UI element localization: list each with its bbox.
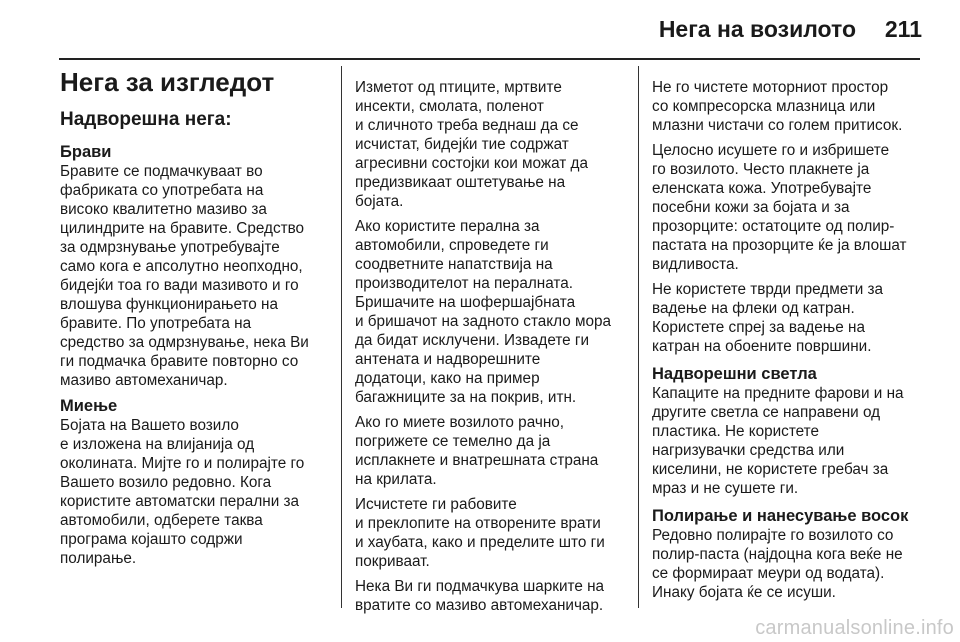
section-title-washing: Миење: [60, 397, 118, 415]
paragraph: Ако го миете возилото рачно, погрижете се темелно да ја исплакнете и внатрешната страна на крилата.: [355, 414, 599, 488]
paragraph: Нека Ви ги подмачкува шарките на вратите со мазиво автомеханичар.: [355, 578, 605, 614]
page-header: [0, 0, 960, 60]
column-2: [355, 78, 623, 621]
sub-title: Надворешна нега:: [60, 109, 232, 130]
paragraph: Изметот од птиците, мртвите инсекти, смолата, поленот и сличното треба веднаш да се исчистат, бидејќи тие содржат агресивни состојки кои можат да предизвикаат оштетување на бојата.: [355, 79, 588, 210]
paragraph: Исчистете ги рабовите и преклопите на отворените врати и хаубата, како и пределите што ги покриваат.: [355, 496, 605, 570]
header-rule: [59, 58, 920, 60]
paragraph: Не го чистете моторниот простор со компресорска млазница или млазни чистачи со голем притисок.: [652, 79, 903, 134]
column-1: [60, 66, 328, 574]
section-title-exterior-lights: Надворешни светла: [652, 365, 817, 383]
section-text-polishing: Редовно полирајте го возилото со полир-паста (најдоцна кога веќе не се формираат меури од водата). Инаку бојата ќе се исуши.: [652, 527, 903, 601]
paragraph: Не користете тврди предмети за вадење на флеки од катран. Користете спреј за вадење на катран на обоените површини.: [652, 281, 884, 355]
section-text-washing: Бојата на Вашето возило е изложена на влијанија од околината. Мијте го и полирајте го Вашето возило редовно. Кога користите автоматски перални за автомобили, одберете таква програма којашто содржи полирање.: [60, 417, 305, 567]
main-title: Нега за изгледот: [60, 67, 275, 97]
header-title: Нега на возилото: [658, 16, 856, 42]
paragraph: Целосно исушете го и избришете го возилото. Често плакнете ја еленската кожа. Употребувајте посебни кожи за бојата и за прозорците: остатоците од полир- пастата на прозорците ќе ја влошат видливоста.: [652, 142, 907, 273]
section-title-locks: Брави: [60, 143, 112, 161]
paragraph: Ако користите перална за автомобили, спроведете ги соодветните напатствија на производителот на пералната. Бришачите на шофершајбната и бришачот на задното стакло мора да бидат исклучени. Извадете ги антената и надворешните додатоци, како на пример багажниците за на покрив, итн.: [355, 218, 612, 406]
page-number: 211: [884, 16, 922, 42]
column-divider-1: [341, 66, 342, 608]
section-title-polishing: Полирање и нанесување восок: [652, 507, 909, 525]
column-divider-2: [638, 66, 639, 608]
column-3: [652, 78, 920, 608]
section-text-exterior-lights: Капаците на предните фарови и на другите светла се направени од пластика. Не користете нагризувачки средства или киселини, не користете гребач за мраз и не сушете ги.: [652, 385, 904, 497]
section-text-locks: Бравите се подмачкуваат во фабриката со употребата на високо квалитетно мазиво за цилиндрите на бравите. Средство за одмрзнување употребувајте само кога е апсолутно неопходно, бидејќи тоа го вади мазивото и го влошува функционирањето на бравите. По употребата на средство за одмрзнување, нека Ви ги подмачка бравите повторно со мазиво автомеханичар.: [60, 163, 309, 389]
watermark: carmanualsonline.info: [755, 617, 954, 639]
